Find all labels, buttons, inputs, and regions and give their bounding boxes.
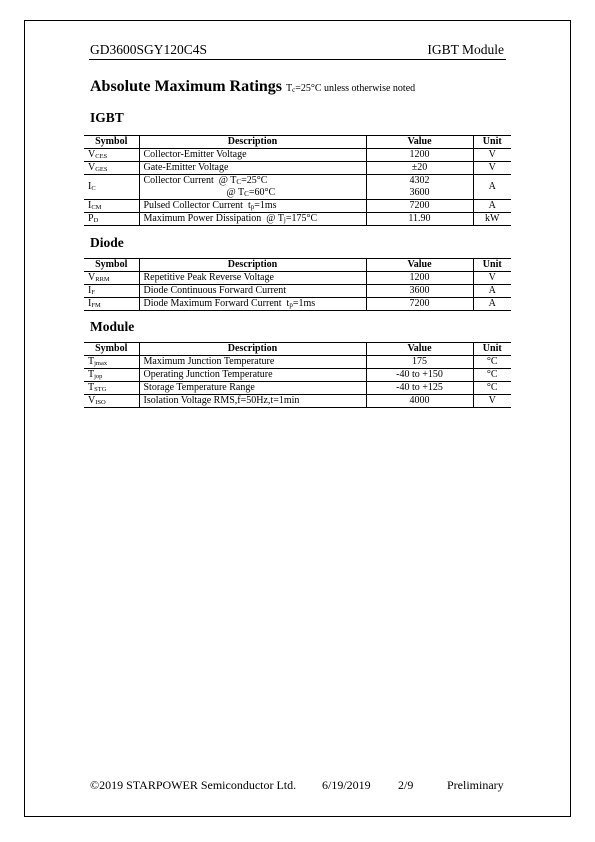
ratings-heading: Absolute Maximum Ratings — [90, 78, 283, 95]
ratings-note: $T_c=25^\circ C$ unless otherwise noted — [286, 83, 416, 94]
unit-cell: °C — [473, 369, 511, 382]
description-cell: Isolation Voltage RMS,f=50Hz,t=1min — [139, 395, 366, 408]
unit-cell: A — [473, 175, 511, 200]
module-table — [84, 342, 511, 408]
col-value: Value — [366, 259, 473, 272]
col-unit: Unit — [473, 343, 511, 356]
section-title-igbt: IGBT — [90, 110, 124, 125]
section-title-module: Module — [90, 319, 135, 334]
description-cell: Repetitive Peak Reverse Voltage — [139, 272, 366, 285]
symbol-cell: $V_{RRM}$ — [84, 272, 139, 285]
table-row — [84, 356, 511, 369]
table-header-row — [84, 136, 511, 149]
description-cell: Gate-Emitter Voltage — [139, 162, 366, 175]
description-cell: Operating Junction Temperature — [139, 369, 366, 382]
footer-page-number: 2/9 — [398, 778, 414, 792]
value-cell: 1200 — [366, 272, 473, 285]
symbol-cell: $I_{CM}$ — [84, 200, 139, 213]
description-cell: Collector Current @ $T_C=25^\circ C$ @ $T_C=60^\circ C$ — [139, 175, 366, 200]
value-cell: 4302 3600 — [366, 175, 473, 200]
igbt-table — [84, 135, 511, 226]
symbol-cell: $I_C$ — [84, 175, 139, 200]
table-row — [84, 175, 511, 200]
unit-cell: °C — [473, 382, 511, 395]
symbol-cell: $I_{FM}$ — [84, 298, 139, 311]
description-cell: Collector-Emitter Voltage — [139, 149, 366, 162]
value-cell: ±20 — [366, 162, 473, 175]
part-number: GD3600SGY120C4S — [90, 42, 208, 57]
unit-cell: A — [473, 298, 511, 311]
unit-cell: A — [473, 285, 511, 298]
unit-cell: kW — [473, 213, 511, 226]
value-cell: 4000 — [366, 395, 473, 408]
page-header — [89, 41, 506, 60]
description-cell: Maximum Junction Temperature — [139, 356, 366, 369]
col-unit: Unit — [473, 259, 511, 272]
footer-status: Preliminary — [447, 778, 504, 792]
symbol-cell: $I_F$ — [84, 285, 139, 298]
value-cell: -40 to +150 — [366, 369, 473, 382]
col-symbol: Symbol — [84, 136, 139, 149]
value-cell: 7200 — [366, 298, 473, 311]
symbol-cell: $V_{ISO}$ — [84, 395, 139, 408]
symbol-cell: $V_{GES}$ — [84, 162, 139, 175]
unit-cell: V — [473, 162, 511, 175]
col-symbol: Symbol — [84, 259, 139, 272]
unit-cell: V — [473, 149, 511, 162]
symbol-cell: $T_{STG}$ — [84, 382, 139, 395]
value-cell: 1200 — [366, 149, 473, 162]
description-cell: Storage Temperature Range — [139, 382, 366, 395]
col-description: Description — [139, 259, 366, 272]
footer-copyright: ©2019 STARPOWER Semiconductor Ltd. — [90, 778, 297, 792]
unit-cell: V — [473, 272, 511, 285]
value-cell: 7200 — [366, 200, 473, 213]
col-value: Value — [366, 343, 473, 356]
table-header-row — [84, 343, 511, 356]
symbol-cell: $T_{jop}$ — [84, 369, 139, 382]
table-row — [84, 298, 511, 311]
unit-cell: V — [473, 395, 511, 408]
unit-cell: °C — [473, 356, 511, 369]
description-cell: Diode Maximum Forward Current $t_p=1ms$ — [139, 298, 366, 311]
value-cell: -40 to +125 — [366, 382, 473, 395]
value-cell: 175 — [366, 356, 473, 369]
footer-date: 6/19/2019 — [322, 778, 371, 792]
col-unit: Unit — [473, 136, 511, 149]
symbol-cell: $P_D$ — [84, 213, 139, 226]
table-row — [84, 272, 511, 285]
table-row — [84, 382, 511, 395]
ratings-title — [90, 78, 415, 96]
table-row — [84, 149, 511, 162]
symbol-cell: $V_{CES}$ — [84, 149, 139, 162]
diode-table — [84, 258, 511, 311]
col-value: Value — [366, 136, 473, 149]
table-header-row — [84, 259, 511, 272]
table-row — [84, 285, 511, 298]
table-row — [84, 200, 511, 213]
unit-cell: A — [473, 200, 511, 213]
value-cell: 11.90 — [366, 213, 473, 226]
table-row — [84, 162, 511, 175]
description-cell: Maximum Power Dissipation @ $T_j=175^\circ C$ — [139, 213, 366, 226]
section-title-diode: Diode — [90, 235, 124, 250]
description-cell: Diode Continuous Forward Current — [139, 285, 366, 298]
table-row — [84, 395, 511, 408]
description-cell: Pulsed Collector Current $t_p=1ms$ — [139, 200, 366, 213]
symbol-cell: $T_{jmax}$ — [84, 356, 139, 369]
table-row — [84, 369, 511, 382]
product-type: IGBT Module — [427, 42, 504, 57]
col-description: Description — [139, 136, 366, 149]
col-symbol: Symbol — [84, 343, 139, 356]
table-row — [84, 213, 511, 226]
col-description: Description — [139, 343, 366, 356]
value-cell: 3600 — [366, 285, 473, 298]
